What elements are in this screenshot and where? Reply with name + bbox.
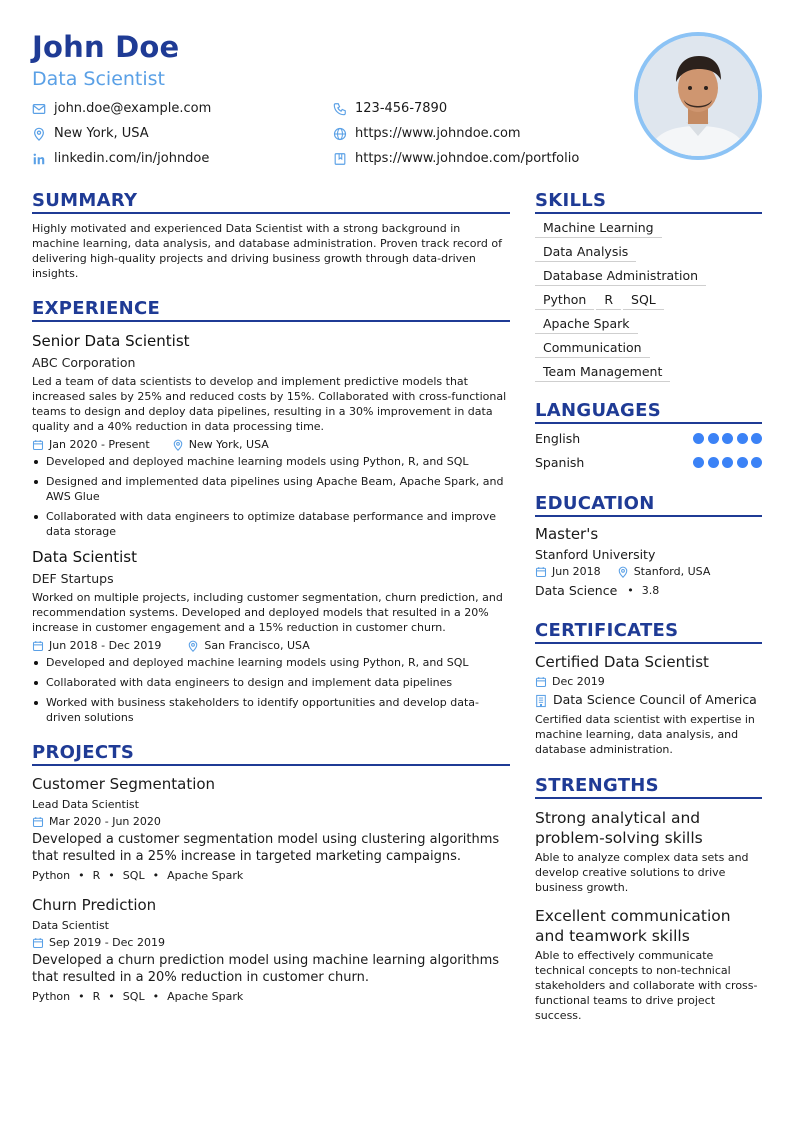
project-tag: SQL [122, 869, 145, 882]
certificates-heading: CERTIFICATES [535, 620, 762, 644]
project-entry [32, 896, 510, 1003]
project-role: Lead Data Scientist [32, 798, 139, 811]
summary-text: Highly motivated and experienced Data Scientist with a strong background in machine learning, data analysis, and database administration. Proven track record of delivering high-quality projects and driving business growth through data-driven insights. [32, 222, 502, 280]
level-dot [708, 433, 719, 444]
level-dot [751, 433, 762, 444]
project-tags: Python • R • SQL • Apache Spark [32, 869, 244, 882]
education-heading: EDUCATION [535, 493, 762, 517]
skills-list [535, 218, 762, 382]
location-text: New York, USA [54, 126, 149, 141]
project-tags: Python • R • SQL • Apache Spark [32, 990, 244, 1003]
contact-website[interactable] [333, 126, 521, 141]
contact-email[interactable] [32, 101, 211, 116]
project-tag: Apache Spark [167, 990, 244, 1003]
job-location: New York, USA [188, 438, 269, 451]
certificate-date: Dec 2019 [552, 675, 605, 688]
language-level [690, 457, 763, 468]
contact-portfolio[interactable] [333, 151, 579, 166]
level-dot [708, 457, 719, 468]
level-dot [751, 457, 762, 468]
candidate-name: John Doe [32, 30, 180, 64]
job-description: Worked on multiple projects, including customer segmentation, churn prediction, and recommendation systems. Developed and deployed models that resulted in a 20% increase in customer engagement and a 15% reduction in customer churn. [32, 591, 503, 634]
linkedin-icon [32, 152, 46, 166]
strength-description: Able to effectively communicate technical concepts to non-technical stakeholders and collaborate with cross-functional teams to drive project success. [535, 949, 758, 1022]
project-description: Developed a customer segmentation model using clustering algorithms that resulted in a 25% increase in targeted marketing campaigns. [32, 832, 500, 864]
job-bullet: Worked with business stakeholders to identify opportunities and develop data-driven solutions [32, 695, 510, 725]
certificate-name: Certified Data Scientist [535, 653, 709, 671]
certificate-description: Certified data scientist with expertise in machine learning, data analysis, and database administration. [535, 713, 755, 756]
job-entry [32, 548, 510, 725]
project-tag: Python [32, 869, 71, 882]
education-field: Data Science [535, 583, 618, 598]
job-title: Senior Data Scientist [32, 332, 190, 350]
language-row [535, 431, 762, 446]
project-entry [32, 775, 510, 882]
skill-tag: Database Administration [535, 266, 706, 286]
skill-tag: SQL [623, 290, 664, 310]
job-company: ABC Corporation [32, 355, 136, 370]
contact-location [32, 126, 149, 141]
certificate-issuer: Data Science Council of America [553, 692, 757, 707]
calendar-icon [32, 937, 44, 949]
skill-tag: Data Analysis [535, 242, 636, 262]
project-tag: Python [32, 990, 71, 1003]
level-dot [737, 433, 748, 444]
profile-photo [634, 32, 762, 160]
project-tag: R [92, 869, 101, 882]
strength-entry [535, 808, 762, 895]
project-dates: Sep 2019 - Dec 2019 [49, 936, 165, 949]
level-dot [737, 457, 748, 468]
linkedin-text: linkedin.com/in/johndoe [54, 151, 210, 166]
skill-tag: Python [535, 290, 594, 310]
strength-title: Excellent communication and teamwork skills [535, 907, 731, 945]
contact-linkedin[interactable] [32, 151, 209, 166]
job-dates: Jun 2018 - Dec 2019 [49, 639, 162, 652]
level-dot [722, 457, 733, 468]
summary-heading: SUMMARY [32, 190, 510, 214]
skill-tag: Apache Spark [535, 314, 638, 334]
portfolio-text: https://www.johndoe.com/portfolio [355, 151, 580, 166]
project-dates: Mar 2020 - Jun 2020 [49, 815, 161, 828]
strength-description: Able to analyze complex data sets and develop creative solutions to drive business growth. [535, 851, 749, 894]
location-pin-icon [32, 127, 46, 141]
job-description: Led a team of data scientists to develop and implement predictive models that increased sales by 25% and reduced costs by 15%. Collaborated with cross-functional teams to design and deploy data pipelines, resulting in a 30% improvement in data quality and a 40% reduction in data processing time. [32, 375, 507, 433]
skill-tag: Communication [535, 338, 650, 358]
calendar-icon [32, 640, 44, 652]
calendar-icon [535, 676, 547, 688]
level-dot [722, 433, 733, 444]
education-gpa: 3.8 [641, 584, 660, 597]
candidate-role: Data Scientist [32, 68, 165, 90]
location-pin-icon [187, 640, 199, 652]
website-text: https://www.johndoe.com [355, 126, 521, 141]
job-bullet: Designed and implemented data pipelines using Apache Beam, Apache Spark, and AWS Glue [32, 474, 510, 504]
project-tag: R [92, 990, 101, 1003]
skills-heading: SKILLS [535, 190, 762, 214]
skill-tag: Machine Learning [535, 218, 662, 238]
calendar-icon [32, 439, 44, 451]
job-dates: Jan 2020 - Present [49, 438, 150, 451]
education-school: Stanford University [535, 547, 656, 562]
organization-icon [535, 694, 547, 708]
portfolio-icon [333, 152, 347, 166]
job-company: DEF Startups [32, 571, 114, 586]
language-row [535, 455, 762, 470]
job-bullet: Developed and deployed machine learning models using Python, R, and SQL [32, 454, 510, 469]
level-dot [693, 433, 704, 444]
job-bullet: Collaborated with data engineers to optimize database performance and improve data storage [32, 509, 510, 539]
strength-entry [535, 906, 762, 1023]
job-location: San Francisco, USA [204, 639, 310, 652]
education-dates: Jun 2018 [552, 565, 601, 578]
level-dot [693, 457, 704, 468]
project-tag: Apache Spark [167, 869, 244, 882]
mail-icon [32, 102, 46, 116]
location-pin-icon [617, 566, 629, 578]
job-bullet: Developed and deployed machine learning models using Python, R, and SQL [32, 655, 510, 670]
education-location: Stanford, USA [633, 565, 711, 578]
strengths-heading: STRENGTHS [535, 775, 762, 799]
skill-tag: R [596, 290, 621, 310]
experience-heading: EXPERIENCE [32, 298, 510, 322]
contact-phone[interactable] [333, 101, 447, 116]
language-level [690, 433, 763, 444]
education-degree: Master's [535, 525, 599, 543]
language-name: Spanish [535, 455, 585, 470]
calendar-icon [32, 816, 44, 828]
project-role: Data Scientist [32, 919, 109, 932]
job-entry [32, 332, 510, 539]
project-title: Customer Segmentation [32, 775, 216, 793]
calendar-icon [535, 566, 547, 578]
separator-dot: • [627, 584, 634, 597]
projects-heading: PROJECTS [32, 742, 510, 766]
email-text: john.doe@example.com [54, 101, 212, 116]
phone-text: 123-456-7890 [355, 101, 448, 116]
strength-title: Strong analytical and problem-solving skills [535, 809, 703, 847]
job-bullet: Collaborated with data engineers to design and implement data pipelines [32, 675, 510, 690]
skill-tag: Team Management [535, 362, 670, 382]
project-description: Developed a churn prediction model using machine learning algorithms that resulted in a 20% reduction in customer churn. [32, 953, 500, 985]
job-title: Data Scientist [32, 548, 137, 566]
language-name: English [535, 431, 581, 446]
languages-heading: LANGUAGES [535, 400, 762, 424]
project-title: Churn Prediction [32, 896, 157, 914]
globe-icon [333, 127, 347, 141]
project-tag: SQL [122, 990, 145, 1003]
location-pin-icon [172, 439, 184, 451]
phone-icon [333, 102, 347, 116]
